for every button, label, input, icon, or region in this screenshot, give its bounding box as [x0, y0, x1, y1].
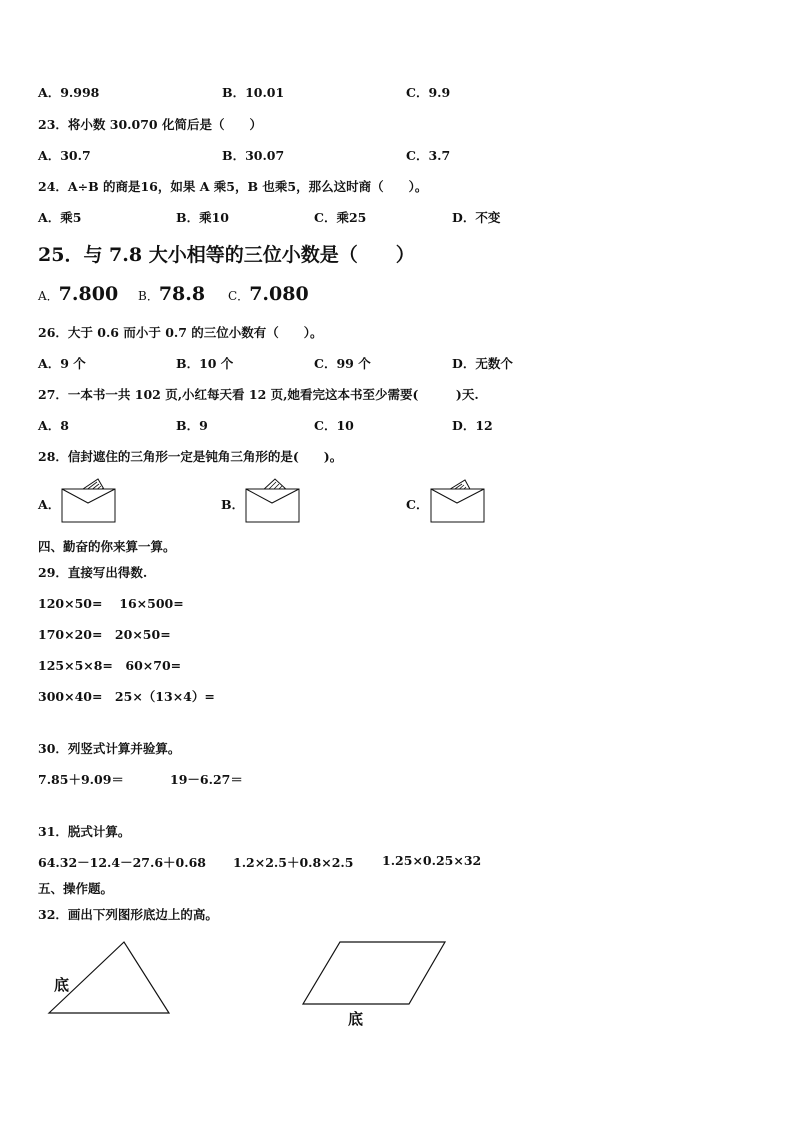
section-5-heading: 五、操作题。 [38, 881, 114, 896]
q25-option-c-value: 7.080 [249, 283, 309, 305]
q30-stem: 30．列竖式计算并验算。 [38, 741, 181, 756]
q29-row-2: 170×20= 20×50= [38, 627, 171, 642]
q31-item-1: 64.32－12.4－27.6＋0.68 [38, 855, 206, 870]
q26-option-a: A．9 个 [38, 356, 86, 371]
q27-option-c: C．10 [314, 418, 354, 433]
q31-item-2: 1.2×2.5＋0.8×2.5 [233, 855, 354, 870]
q26-option-c: C．99 个 [314, 356, 371, 371]
q32-stem: 32．画出下列图形底边上的高。 [38, 907, 218, 922]
q25-stem: 25．与 7.8 大小相等的三位小数是（ ） [38, 244, 415, 266]
q26-option-b: B．10 个 [176, 356, 234, 371]
q24-option-c: C．乘25 [314, 210, 367, 225]
triangle-base-label: 底 [54, 976, 70, 994]
q24-option-b: B．乘10 [176, 210, 229, 225]
q30-item-2: 19－6.27＝ [170, 772, 243, 787]
q27-option-a: A．8 [38, 418, 69, 433]
q26-stem: 26．大于 0.6 而小于 0.7 的三位小数有（ ）。 [38, 325, 323, 340]
q24-stem: 24．A÷B 的商是16，如果 A 乘5，B 也乘5，那么这时商（ ）。 [38, 179, 428, 194]
q25-option-c-letter: C． [228, 289, 250, 303]
q28-stem: 28．信封遮住的三角形一定是钝角三角形的是( )。 [38, 449, 343, 464]
q27-stem: 27．一本书一共 102 页,小红每天看 12 页,她看完这本书至少需要( )天. [38, 387, 479, 402]
q29-row-1: 120×50= 16×500= [38, 596, 184, 611]
q22-option-b: B．10.01 [222, 85, 285, 100]
q29-stem: 29．直接写出得数. [38, 565, 148, 580]
parallelogram-shape [303, 942, 445, 1004]
q31-stem: 31．脱式计算。 [38, 824, 131, 839]
q23-option-c: C．3.7 [406, 148, 451, 163]
q25-option-a-value: 7.800 [58, 283, 119, 305]
q31-item-3: 1.25×0.25×32 [382, 853, 482, 868]
q28-option-a-label: A． [38, 497, 61, 512]
q23-stem: 23．将小数 30.070 化简后是（ ） [38, 117, 262, 132]
parallelogram-base-label: 底 [348, 1010, 364, 1028]
q22-option-a: A．9.998 [38, 85, 100, 100]
q29-row-4: 300×40= 25×（13×4）= [38, 689, 215, 704]
q24-option-d: D．不变 [452, 210, 501, 225]
q28-option-b-label: B． [221, 497, 245, 512]
q26-option-d: D．无数个 [452, 356, 513, 371]
q27-option-d: D．12 [452, 418, 493, 433]
q25-option-a-letter: A． [38, 289, 59, 303]
q23-option-a: A．30.7 [38, 148, 91, 163]
q28-option-c-label: C． [406, 497, 429, 512]
q25-option-b-letter: B． [138, 289, 159, 303]
q23-option-b: B．30.07 [222, 148, 285, 163]
q25-option-b-value: 78.8 [158, 283, 206, 305]
q30-item-1: 7.85＋9.09＝ [38, 772, 124, 787]
q22-option-c: C．9.9 [406, 85, 451, 100]
section-4-heading: 四、勤奋的你来算一算。 [38, 539, 176, 554]
q29-row-3: 125×5×8= 60×70= [38, 658, 182, 673]
q24-option-a: A．乘5 [38, 210, 82, 225]
q27-option-b: B．9 [176, 418, 208, 433]
